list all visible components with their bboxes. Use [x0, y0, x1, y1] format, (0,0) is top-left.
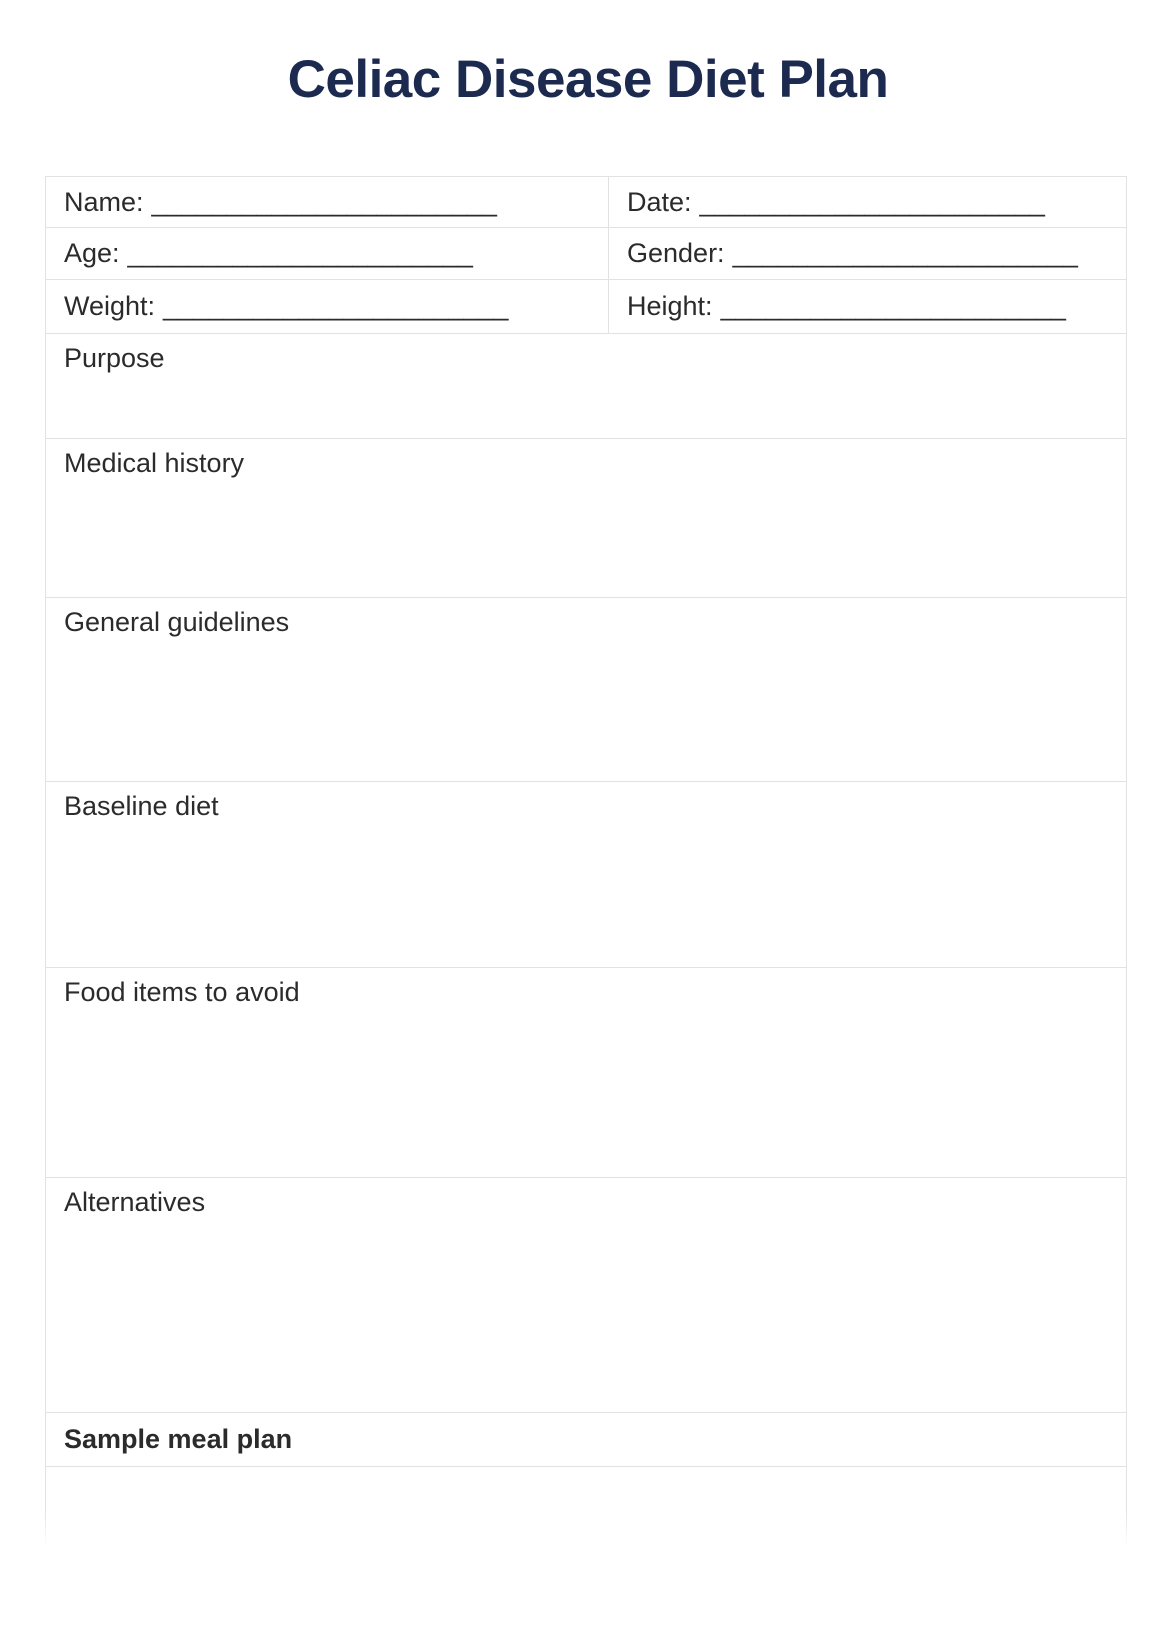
age-blank-line[interactable]: _______________________ [127, 238, 473, 268]
page-title: Celiac Disease Diet Plan [287, 50, 889, 109]
row-age-gender [45, 228, 1127, 280]
medical-history-write-area[interactable] [46, 481, 1126, 597]
age-label: Age: [64, 238, 120, 268]
food-items-to-avoid-write-area[interactable] [46, 1010, 1126, 1177]
section-food-items-to-avoid [45, 968, 1127, 1178]
weight-label: Weight: [64, 291, 156, 321]
alternatives-write-area[interactable] [46, 1220, 1126, 1412]
field-date [608, 177, 1126, 227]
diet-plan-form-table [45, 176, 1127, 1547]
height-blank-line[interactable]: _______________________ [720, 291, 1066, 321]
gender-blank-line[interactable]: _______________________ [732, 238, 1078, 268]
general-guidelines-write-area[interactable] [46, 640, 1126, 781]
alternatives-label: Alternatives [64, 1187, 206, 1217]
section-sample-meal-plan [45, 1413, 1127, 1467]
date-label: Date: [627, 186, 692, 217]
sample-meal-plan-write-area[interactable] [45, 1467, 1127, 1547]
section-general-guidelines [45, 598, 1127, 782]
field-name [46, 177, 608, 227]
section-medical-history [45, 439, 1127, 598]
gender-label: Gender: [627, 238, 725, 268]
weight-blank-line[interactable]: _______________________ [163, 291, 509, 321]
baseline-diet-write-area[interactable] [46, 824, 1126, 967]
purpose-write-area[interactable] [46, 376, 1126, 438]
name-blank-line[interactable]: _______________________ [151, 186, 497, 217]
row-name-date [45, 176, 1127, 228]
general-guidelines-label: General guidelines [64, 607, 290, 637]
field-height [608, 280, 1126, 333]
height-label: Height: [627, 291, 713, 321]
field-weight [46, 280, 608, 333]
date-blank-line[interactable]: _______________________ [699, 186, 1045, 217]
baseline-diet-label: Baseline diet [64, 791, 219, 821]
row-weight-height [45, 280, 1127, 334]
food-items-to-avoid-label: Food items to avoid [64, 977, 300, 1007]
section-purpose [45, 334, 1127, 439]
purpose-label: Purpose [64, 343, 165, 373]
field-gender [608, 228, 1126, 279]
section-baseline-diet [45, 782, 1127, 968]
sample-meal-plan-label: Sample meal plan [64, 1423, 293, 1454]
name-label: Name: [64, 186, 144, 217]
section-alternatives [45, 1178, 1127, 1413]
field-age [46, 228, 608, 279]
medical-history-label: Medical history [64, 448, 245, 478]
